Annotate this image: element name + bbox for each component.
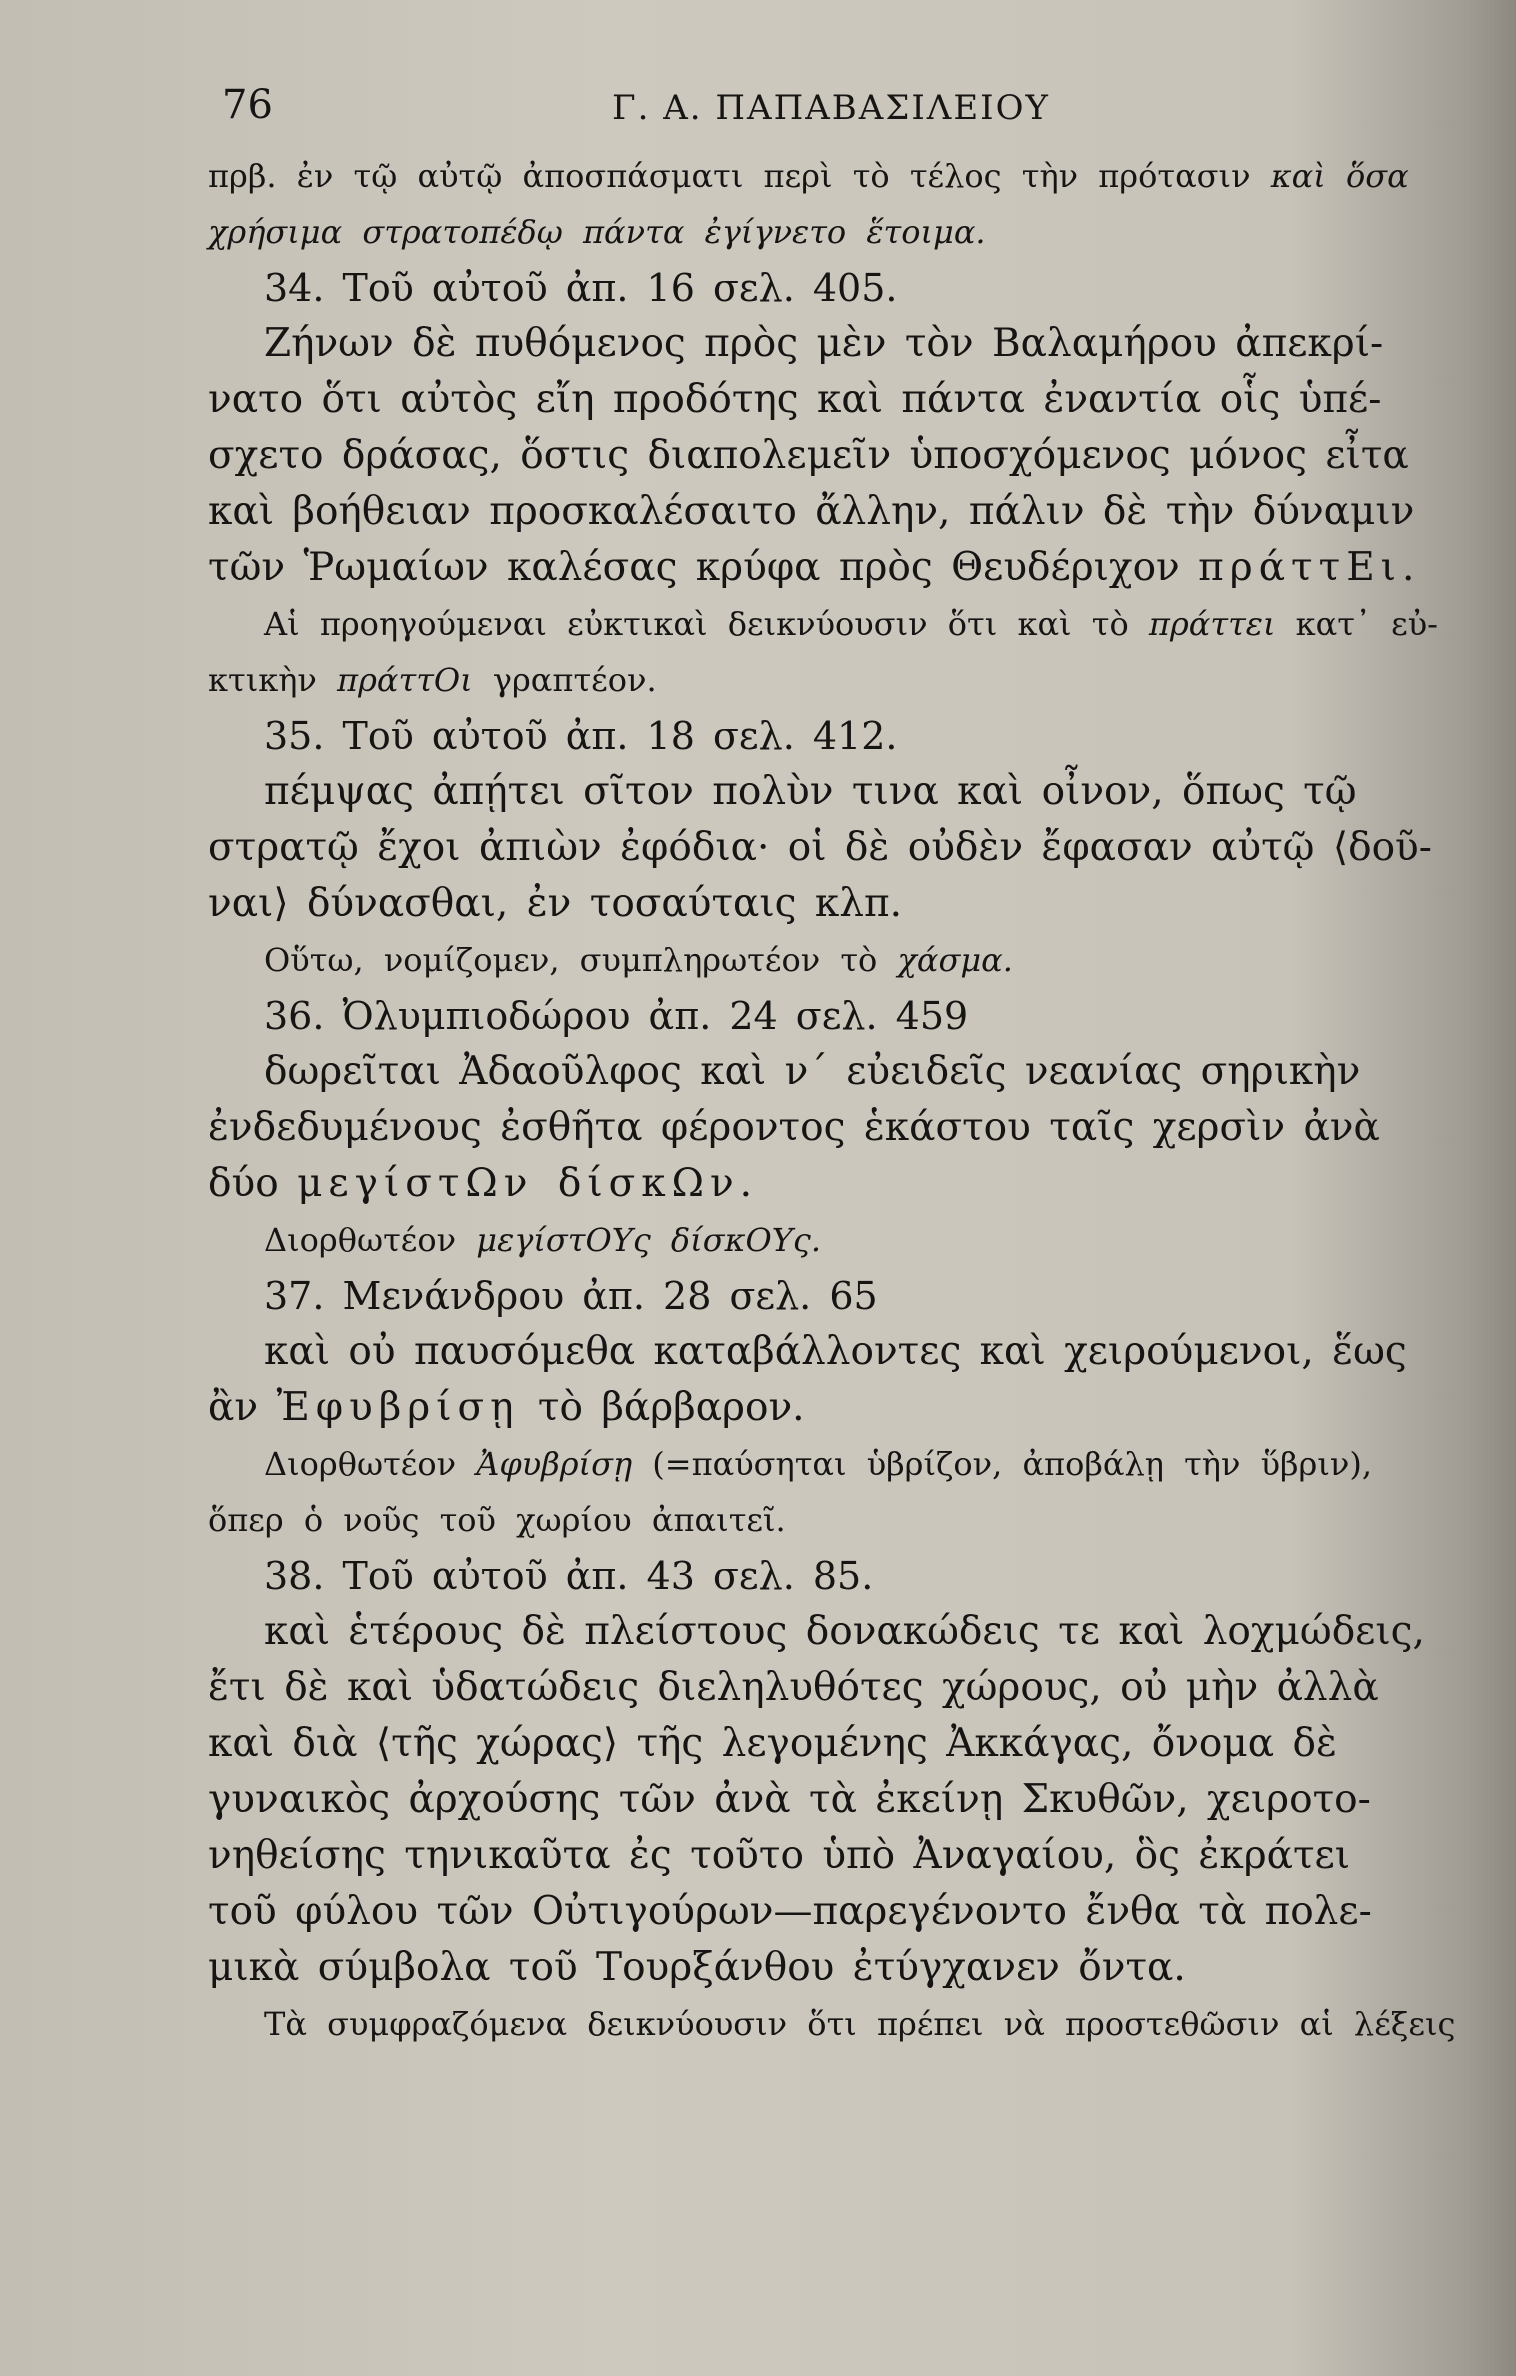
- text-line: πέμψας ἀπῄτει σῖτον πολὺν τινα καὶ οἶνον, ὅπως τῷ: [264, 769, 1357, 814]
- text-line: στρατῷ ἔχοι ἀπιὼν ἐφόδια· οἱ δὲ οὐδὲν ἔφασαν αὐτῷ ⟨δοῦ-: [208, 825, 1432, 870]
- text-line: Διορθωτέον Ἀφυβρίσῃ (=παύσηται ὑβρίζον, ἀποβάλῃ τὴν ὕβριν),: [264, 1445, 1372, 1483]
- section-heading: 34. Τοῦ αὐτοῦ ἀπ. 16 σελ. 405.: [264, 266, 898, 310]
- text-line: νατο ὅτι αὐτὸς εἴη προδότης καὶ πάντα ἐναντία οἷς ὑπέ-: [208, 377, 1382, 422]
- text-line: μικὰ σύμβολα τοῦ Τουρξάνθου ἐτύγχανεν ὄντα.: [208, 1945, 1186, 1990]
- text-line: χρήσιμα στρατοπέδῳ πάντα ἐγίγνετο ἕτοιμα.: [208, 213, 986, 251]
- text-line: καὶ οὐ παυσόμεθα καταβάλλοντες καὶ χειρούμενοι, ἕως: [264, 1329, 1407, 1374]
- text-line: Οὕτω, νομίζομεν, συμπληρωτέον τὸ χάσμα.: [264, 941, 1013, 979]
- text-line: Αἱ προηγούμεναι εὐκτικαὶ δεικνύουσιν ὅτι καὶ τὸ πράττει κατ᾽ εὐ-: [264, 605, 1438, 643]
- body-text: [208, 148, 1456, 2052]
- text-line: ὅπερ ὁ νοῦς τοῦ χωρίου ἀπαιτεῖ.: [208, 1501, 786, 1539]
- text-line: Διορθωτέον μεγίστΟΥς δίσκΟΥς.: [264, 1221, 821, 1259]
- running-head: Γ. Α. ΠΑΠΑΒΑΣΙΛΕΙΟΥ: [612, 88, 1050, 128]
- text-line: καὶ ἑτέρους δὲ πλείστους δονακώδεις τε καὶ λοχμώδεις,: [264, 1609, 1425, 1654]
- page-number: 76: [222, 82, 273, 128]
- text-line: ἔτι δὲ καὶ ὑδατώδεις διεληλυθότες χώρους, οὐ μὴν ἀλλὰ: [208, 1665, 1379, 1710]
- text-line: γυναικὸς ἀρχούσης τῶν ἀνὰ τὰ ἐκείνῃ Σκυθῶν, χειροτο-: [208, 1777, 1371, 1822]
- section-heading: 38. Τοῦ αὐτοῦ ἀπ. 43 σελ. 85.: [264, 1554, 874, 1598]
- text-line: ἐνδεδυμένους ἐσθῆτα φέροντος ἑκάστου ταῖς χερσὶν ἀνὰ: [208, 1105, 1380, 1150]
- text-line: ἂν Ἐφυβρίσῃ τὸ βάρβαρον.: [208, 1385, 805, 1430]
- text-line: πρβ. ἐν τῷ αὐτῷ ἀποσπάσματι περὶ τὸ τέλος τὴν πρότασιν καὶ ὅσα: [208, 157, 1409, 195]
- section-heading: 37. Μενάνδρου ἀπ. 28 σελ. 65: [264, 1274, 878, 1318]
- text-line: ναι⟩ δύνασθαι, ἐν τοσαύταις κλπ.: [208, 881, 903, 926]
- text-line: νηθείσης τηνικαῦτα ἐς τοῦτο ὑπὸ Ἀναγαίου, ὃς ἐκράτει: [208, 1833, 1351, 1878]
- text-line: Ζήνων δὲ πυθόμενος πρὸς μὲν τὸν Βαλαμήρου ἀπεκρί-: [264, 321, 1384, 366]
- page-header: [222, 82, 1422, 142]
- text-line: δύο μεγίστΩν δίσκΩν.: [208, 1161, 759, 1206]
- text-line: κτικὴν πράττΟι γραπτέον.: [208, 661, 657, 699]
- section-heading: 35. Τοῦ αὐτοῦ ἀπ. 18 σελ. 412.: [264, 714, 898, 758]
- text-line: σχετο δράσας, ὅστις διαπολεμεῖν ὑποσχόμενος μόνος εἶτα: [208, 433, 1409, 478]
- text-line: καὶ βοήθειαν προσκαλέσαιτο ἄλλην, πάλιν δὲ τὴν δύναμιν: [208, 489, 1415, 534]
- text-line: Τὰ συμφραζόμενα δεικνύουσιν ὅτι πρέπει νὰ προστεθῶσιν αἱ λέξεις: [264, 2005, 1456, 2043]
- section-heading: 36. Ὀλυμπιοδώρου ἀπ. 24 σελ. 459: [264, 994, 969, 1038]
- text-line: δωρεῖται Ἀδαοῦλφος καὶ ν´ εὐειδεῖς νεανίας σηρικὴν: [264, 1049, 1361, 1094]
- text-line: τῶν Ῥωμαίων καλέσας κρύφα πρὸς Θευδέριχον πράττΕι.: [208, 545, 1421, 590]
- text-line: τοῦ φύλου τῶν Οὐτιγούρων—παρεγένοντο ἔνθα τὰ πολε-: [208, 1889, 1372, 1934]
- text-line: καὶ διὰ ⟨τῆς χώρας⟩ τῆς λεγομένης Ἀκκάγας, ὄνομα δὲ: [208, 1721, 1337, 1766]
